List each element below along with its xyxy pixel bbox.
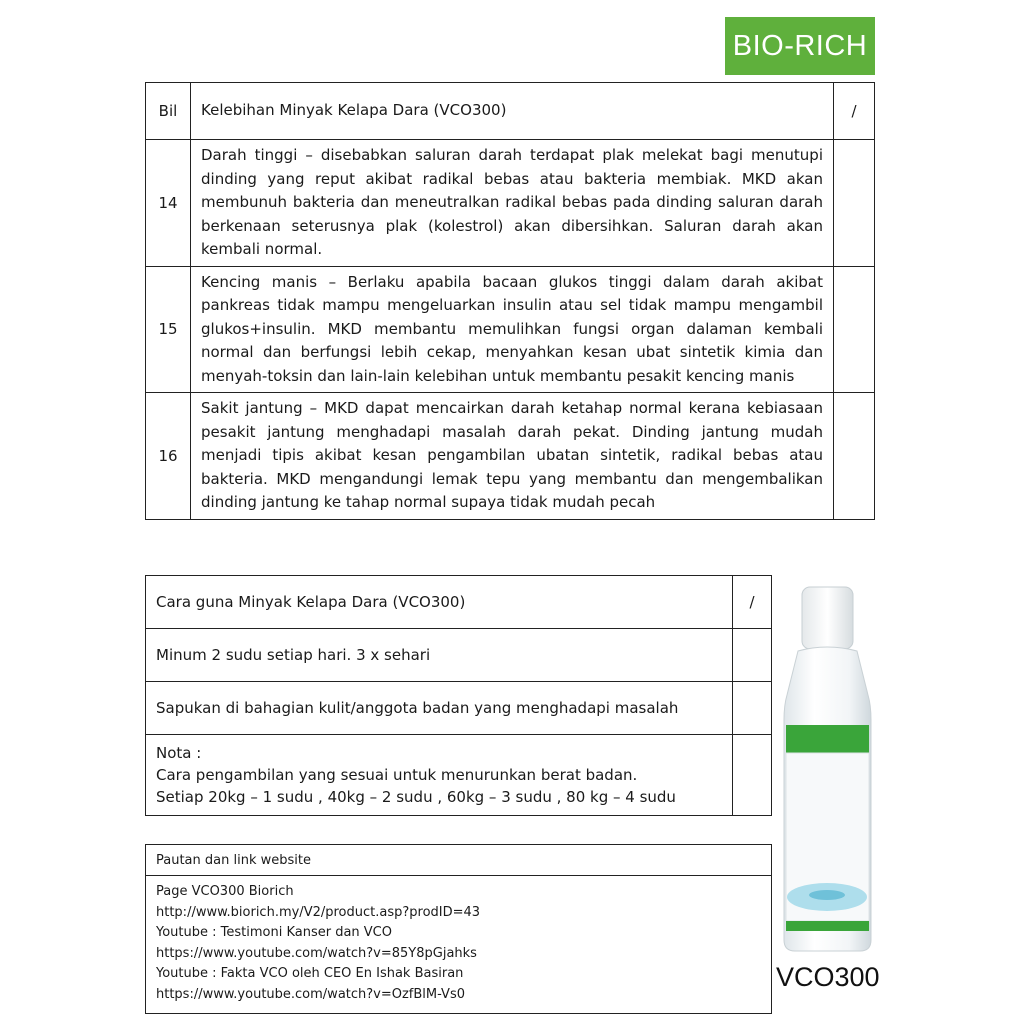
usage-check: / [733, 576, 772, 629]
table-row [146, 266, 875, 393]
bio-rich-logo [725, 17, 875, 75]
usage-note [146, 735, 733, 816]
row-check [834, 266, 875, 393]
link-label: Youtube : Fakta VCO oleh CEO En Ishak Basiran [156, 966, 464, 981]
vco-bottle-image [780, 585, 875, 955]
row-number: 16 [146, 393, 191, 520]
row-check [834, 393, 875, 520]
row-number: 15 [146, 266, 191, 393]
link-label: Page VCO300 Biorich [156, 884, 294, 899]
table-row [146, 393, 875, 520]
links-body-row [146, 876, 772, 1014]
link-url[interactable]: http://www.biorich.my/V2/product.asp?prodID=43 [156, 904, 481, 920]
link-label: Youtube : Testimoni Kanser dan VCO [156, 925, 392, 940]
benefits-header-row [146, 83, 875, 140]
row-text: Kencing manis – Berlaku apabila bacaan glukos tinggi dalam darah akibat pankreas tidak mampu mengeluarkan insulin atau sel tidak mampu mengambil glukos+insulin. MKD membantu memulihkan fungsi organ dalaman kembali normal dan berfungsi lebih cekap, menyahkan kesan ubat sintetik kimia dan menyah-toksin dan lain-lain kelebihan untuk membantu pesakit kencing manis [191, 266, 834, 393]
note-line: Setiap 20kg – 1 sudu , 40kg – 2 sudu , 60kg – 3 sudu , 80 kg – 4 sudu [156, 788, 676, 806]
row-number: 14 [146, 140, 191, 267]
logo-text: BIO-RICH [732, 29, 868, 62]
usage-table [145, 575, 772, 816]
note-label: Nota : [156, 744, 202, 762]
row-text: Sakit jantung – MKD dapat mencairkan darah ketahap normal kerana kebiasaan pesakit jantung menghadapi masalah darah pekat. Dinding jantung mudah menjadi tipis akibat kesan pengambilan ubatan sintetik, radikal bebas atau bakteria. MKD mengandungi lemak tepu yang membantu dan mengembalikan dinding jantung ke tahap normal supaya tidak mudah pecah [191, 393, 834, 520]
header-check: / [834, 83, 875, 140]
links-header-row [146, 845, 772, 876]
benefits-table [145, 82, 875, 520]
usage-item: Sapukan di bahagian kulit/anggota badan yang menghadapi masalah [146, 682, 733, 735]
note-line: Cara pengambilan yang sesuai untuk menurunkan berat badan. [156, 766, 638, 784]
row-check [834, 140, 875, 267]
usage-item: Minum 2 sudu setiap hari. 3 x sehari [146, 629, 733, 682]
table-row [146, 735, 772, 816]
row-check [733, 629, 772, 682]
usage-header-row [146, 576, 772, 629]
links-body [146, 876, 772, 1014]
table-row [146, 629, 772, 682]
row-text: Darah tinggi – disebabkan saluran darah terdapat plak melekat bagi menutupi dinding yang reput akibat radikal bebas atau bakteria membiak. MKD akan membunuh bakteria dan meneutralkan radikal bebas pada dinding saluran darah berkenaan seterusnya plak (kolestrol) akan dibersihkan. Saluran darah akan kembali normal. [191, 140, 834, 267]
row-check [733, 682, 772, 735]
table-row [146, 140, 875, 267]
product-caption: VCO300 [776, 962, 880, 992]
header-title: Kelebihan Minyak Kelapa Dara (VCO300) [191, 83, 834, 140]
link-url[interactable]: https://www.youtube.com/watch?v=OzfBlM-Vs0 [156, 986, 465, 1002]
usage-title: Cara guna Minyak Kelapa Dara (VCO300) [146, 576, 733, 629]
links-title: Pautan dan link website [146, 845, 772, 876]
links-table [145, 844, 772, 1014]
header-bil: Bil [146, 83, 191, 140]
table-row [146, 682, 772, 735]
link-url[interactable]: https://www.youtube.com/watch?v=85Y8pGjahks [156, 945, 477, 961]
row-check [733, 735, 772, 816]
